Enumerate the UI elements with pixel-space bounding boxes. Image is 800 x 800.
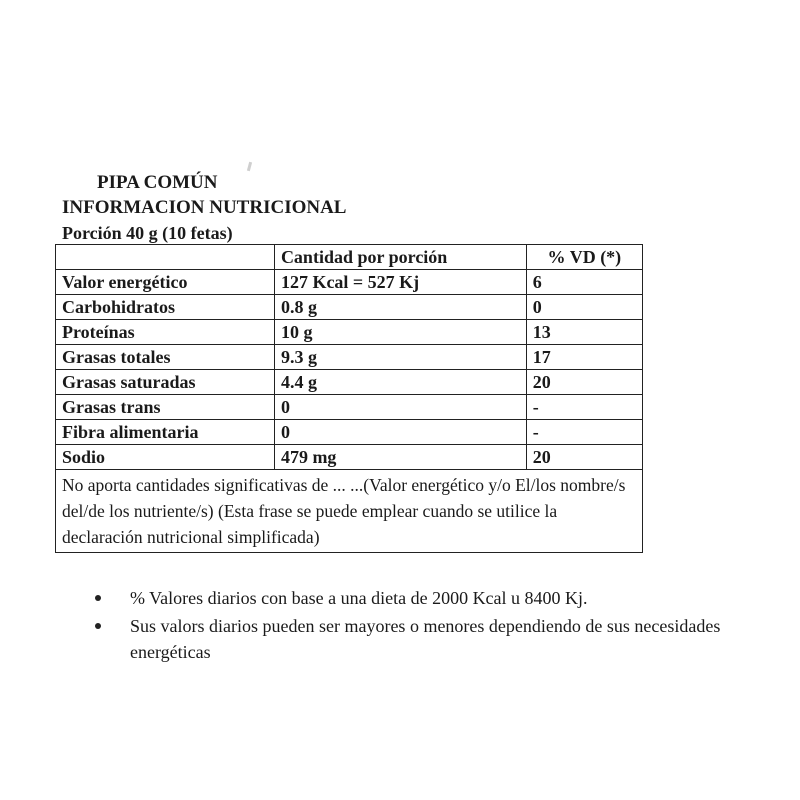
list-item [92,613,752,665]
table-row [56,420,643,445]
nutrient-name: Fibra alimentaria [56,420,275,445]
nutrient-name: Proteínas [56,320,275,345]
nutrient-name: Carbohidratos [56,295,275,320]
table-row [56,370,643,395]
footnote-text: Sus valors diarios pueden ser mayores o menores dependiendo de sus necesidades energéticas [130,616,721,662]
portion-size: Porción 40 g (10 fetas) [62,223,233,243]
list-item [92,585,752,611]
nutrient-amount: 127 Kcal = 527 Kj [274,270,526,295]
nutrient-amount: 0 [274,420,526,445]
bullet-icon [95,595,101,601]
nutrient-vd: - [526,420,642,445]
table-row [56,320,643,345]
nutrient-name: Grasas saturadas [56,370,275,395]
table-note-row [56,470,643,553]
header-cell-amount: Cantidad por porción [274,245,526,270]
table-note: No aporta cantidades significativas de ... ...(Valor energético y/o El/los nombre/s del/de los nutriente/s) (Esta frase se puede emplear cuando se utilice la declaración nutricional simplificada) [56,470,643,553]
nutrient-vd: 20 [526,445,642,470]
product-name: PIPA COMÚN [97,172,218,193]
footnote-text: % Valores diarios con base a una dieta de 2000 Kcal u 8400 Kj. [130,588,588,608]
table-row [56,445,643,470]
table-header-row [56,245,643,270]
nutrient-name: Grasas trans [56,395,275,420]
nutrient-amount: 0.8 g [274,295,526,320]
nutrient-vd: 6 [526,270,642,295]
nutrient-vd: - [526,395,642,420]
nutrient-amount: 9.3 g [274,345,526,370]
nutrient-vd: 0 [526,295,642,320]
nutrient-name: Grasas totales [56,345,275,370]
table-row [56,345,643,370]
nutrient-vd: 13 [526,320,642,345]
nutrition-table [55,244,643,553]
nutrient-amount: 10 g [274,320,526,345]
footnote-list [92,585,752,667]
bullet-icon [95,623,101,629]
header-cell-name [56,245,275,270]
nutrient-vd: 20 [526,370,642,395]
nutrition-heading: INFORMACION NUTRICIONAL [62,197,347,218]
nutrient-amount: 4.4 g [274,370,526,395]
header-cell-vd: % VD (*) [526,245,642,270]
scan-mark [247,162,252,171]
table-row [56,295,643,320]
nutrient-name: Valor energético [56,270,275,295]
table-row [56,270,643,295]
nutrient-amount: 0 [274,395,526,420]
table-row [56,395,643,420]
nutrient-name: Sodio [56,445,275,470]
nutrient-amount: 479 mg [274,445,526,470]
nutrient-vd: 17 [526,345,642,370]
